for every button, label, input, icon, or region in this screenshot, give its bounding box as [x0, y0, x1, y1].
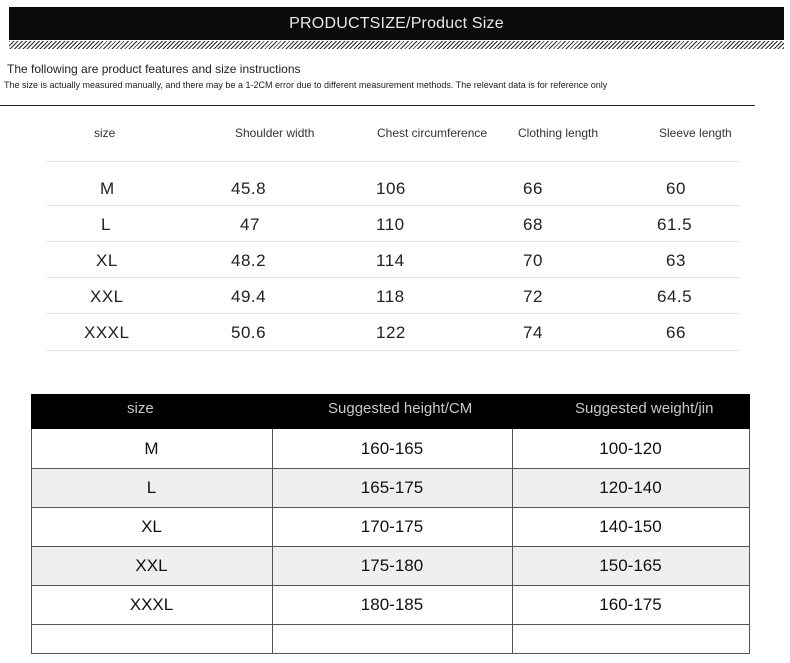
- cell-length: 72: [523, 287, 543, 306]
- intro-note: The size is actually measured manually, and there may be a 1-2CM error due to different measurement methods. The relevant data is for reference only: [4, 80, 608, 90]
- cell-height: 160-165: [360, 439, 424, 458]
- cell-size: XL: [141, 517, 162, 536]
- header-clothing-length: Clothing length: [518, 126, 599, 140]
- cell-shoulder: 50.6: [231, 323, 267, 342]
- cell-height: 165-175: [360, 478, 424, 497]
- cell-height: 170-175: [360, 517, 424, 536]
- hatch-divider: [9, 41, 784, 49]
- table-frame: [31, 429, 750, 654]
- cell-shoulder: 49.4: [231, 287, 267, 306]
- intro-heading: The following are product features and size instructions: [7, 62, 301, 76]
- header-size: size: [94, 126, 116, 140]
- cell-weight: 100-120: [599, 439, 662, 458]
- cell-sleeve: 66: [666, 323, 686, 342]
- header-size: size: [127, 400, 154, 417]
- cell-size: M: [100, 179, 115, 198]
- header-shoulder-width: Shoulder width: [235, 126, 315, 140]
- cell-length: 74: [523, 323, 543, 342]
- cell-shoulder: 45.8: [231, 179, 267, 198]
- banner-title: PRODUCTSIZE/Product Size: [289, 14, 504, 32]
- cell-chest: 118: [376, 287, 405, 306]
- header-sleeve-length: Sleeve length: [659, 126, 732, 140]
- cell-size: XXL: [135, 556, 168, 575]
- table-header-row: [31, 394, 750, 429]
- cell-weight: 120-140: [599, 478, 662, 497]
- cell-length: 68: [523, 215, 543, 234]
- size-recommendation-table: [31, 394, 749, 654]
- cell-sleeve: 63: [666, 251, 686, 270]
- cell-chest: 122: [376, 323, 406, 342]
- cell-chest: 114: [376, 251, 405, 270]
- cell-size: XXL: [90, 287, 124, 306]
- table-row: [0, 206, 790, 242]
- column-divider: [272, 429, 273, 654]
- table-divider: [46, 350, 739, 351]
- cell-size: XXXL: [84, 323, 130, 342]
- cell-shoulder: 47: [240, 215, 260, 234]
- cell-length: 70: [523, 251, 543, 270]
- header-suggested-weight: Suggested weight/jin: [575, 400, 714, 417]
- cell-size: L: [146, 478, 157, 497]
- table-row: [0, 242, 790, 278]
- cell-shoulder: 48.2: [231, 251, 267, 270]
- page-banner: [9, 7, 784, 40]
- cell-size: M: [144, 439, 159, 458]
- cell-sleeve: 60: [666, 179, 686, 198]
- cell-size: L: [101, 215, 111, 234]
- cell-length: 66: [523, 179, 543, 198]
- cell-weight: 140-150: [599, 517, 662, 536]
- table-row: [0, 314, 790, 350]
- cell-sleeve: 61.5: [657, 215, 693, 234]
- column-divider: [512, 429, 513, 654]
- table-divider: [46, 161, 739, 162]
- table-row: [0, 278, 790, 314]
- section-rule: [0, 105, 755, 106]
- header-chest-circumference: Chest circumference: [377, 126, 488, 140]
- cell-height: 180-185: [360, 595, 424, 614]
- cell-weight: 150-165: [599, 556, 662, 575]
- cell-chest: 110: [376, 215, 405, 234]
- cell-sleeve: 64.5: [657, 287, 693, 306]
- header-suggested-height: Suggested height/CM: [328, 400, 473, 417]
- cell-size: XL: [96, 251, 118, 270]
- cell-height: 175-180: [360, 556, 424, 575]
- cell-weight: 160-175: [599, 595, 662, 614]
- cell-size: XXXL: [129, 595, 174, 614]
- cell-chest: 106: [376, 179, 406, 198]
- table-row: [0, 170, 790, 206]
